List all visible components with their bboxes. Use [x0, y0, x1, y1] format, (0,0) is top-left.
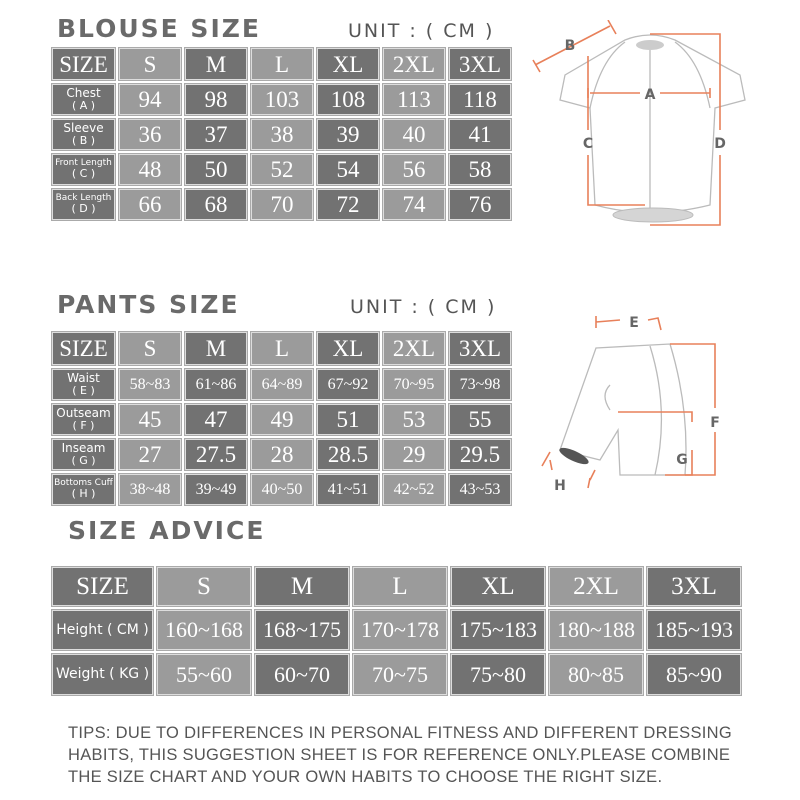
label-f: F [710, 415, 720, 431]
value-cell: 175~183 [451, 610, 545, 650]
size-header: SIZE [52, 567, 153, 606]
size-header-2xl: 2XL [383, 48, 445, 80]
size-header-3xl: 3XL [449, 48, 511, 80]
value-cell: 80~85 [549, 654, 643, 695]
row-label-text: Inseam [61, 441, 106, 456]
value-cell: 61~86 [185, 369, 247, 400]
row-label-key: ( G ) [71, 454, 96, 468]
value-cell: 28.5 [317, 439, 379, 470]
value-cell: 180~188 [549, 610, 643, 650]
value-cell: 41 [449, 119, 511, 150]
size-header-s: S [157, 567, 251, 606]
value-cell: 40~50 [251, 474, 313, 505]
size-header-3xl: 3XL [449, 332, 511, 365]
value-cell: 60~70 [255, 654, 349, 695]
value-cell: 40 [383, 119, 445, 150]
row-label [52, 654, 153, 695]
value-cell: 160~168 [157, 610, 251, 650]
value-cell: 108 [317, 84, 379, 115]
value-cell: 74 [383, 189, 445, 220]
row-label-key: ( A ) [71, 99, 96, 113]
value-cell: 39~49 [185, 474, 247, 505]
value-cell: 118 [449, 84, 511, 115]
row-label-key: ( D ) [71, 202, 96, 216]
row-label [52, 369, 115, 400]
row-label [52, 189, 115, 220]
value-cell: 42~52 [383, 474, 445, 505]
value-cell: 39 [317, 119, 379, 150]
row-label-key: ( F ) [72, 419, 95, 433]
size-header-xl: XL [317, 48, 379, 80]
tips-text: TIPS: DUE TO DIFFERENCES IN PERSONAL FITNESS AND DIFFERENT DRESSING HABITS, THIS SUGGESTION SHEET IS FOR REFERENCE ONLY.PLEASE COMBINE THE SIZE CHART AND YOUR OWN HABITS TO CHOOSE THE RIGHT SIZE. [68, 724, 733, 786]
row-label-text: Chest [66, 86, 101, 101]
value-cell: 49 [251, 404, 313, 435]
size-header: SIZE [52, 48, 115, 80]
value-cell: 85~90 [647, 654, 741, 695]
value-cell: 64~89 [251, 369, 313, 400]
label-c: C [582, 136, 594, 152]
value-cell: 75~80 [451, 654, 545, 695]
value-cell: 103 [251, 84, 313, 115]
value-cell: 73~98 [449, 369, 511, 400]
pants-title: PANTS SIZE [57, 290, 240, 319]
value-cell: 70~95 [383, 369, 445, 400]
label-b: B [564, 38, 576, 54]
value-cell: 70 [251, 189, 313, 220]
row-label-text: Height ( CM ) [56, 621, 149, 638]
value-cell: 185~193 [647, 610, 741, 650]
row-label [52, 439, 115, 470]
value-cell: 53 [383, 404, 445, 435]
row-label [52, 474, 115, 505]
label-h: H [554, 478, 566, 494]
row-label-text: Sleeve [63, 121, 104, 136]
value-cell: 51 [317, 404, 379, 435]
advice-title: SIZE ADVICE [68, 516, 266, 545]
value-cell: 27 [119, 439, 181, 470]
value-cell: 58 [449, 154, 511, 185]
value-cell: 29 [383, 439, 445, 470]
value-cell: 43~53 [449, 474, 511, 505]
value-cell: 47 [185, 404, 247, 435]
label-e: E [629, 315, 639, 331]
row-label-key: ( B ) [71, 134, 96, 148]
value-cell: 38 [251, 119, 313, 150]
blouse-unit: UNIT : ( CM ) [348, 20, 495, 42]
size-header-m: M [255, 567, 349, 606]
value-cell: 36 [119, 119, 181, 150]
value-cell: 28 [251, 439, 313, 470]
value-cell: 48 [119, 154, 181, 185]
row-label [52, 154, 115, 185]
value-cell: 168~175 [255, 610, 349, 650]
size-header-3xl: 3XL [647, 567, 741, 606]
pants-unit: UNIT : ( CM ) [350, 296, 497, 318]
size-header-s: S [119, 48, 181, 80]
value-cell: 66 [119, 189, 181, 220]
size-header-m: M [185, 48, 247, 80]
value-cell: 113 [383, 84, 445, 115]
row-label [52, 610, 153, 650]
size-header-l: L [251, 332, 313, 365]
value-cell: 94 [119, 84, 181, 115]
row-label-text: Weight ( KG ) [55, 666, 150, 683]
size-header-s: S [119, 332, 181, 365]
size-header-l: L [353, 567, 447, 606]
size-header-xl: XL [451, 567, 545, 606]
row-label-key: ( H ) [71, 487, 96, 501]
value-cell: 58~83 [119, 369, 181, 400]
row-label-key: ( E ) [72, 384, 95, 398]
value-cell: 98 [185, 84, 247, 115]
value-cell: 72 [317, 189, 379, 220]
row-label-text: Back Length [55, 193, 112, 203]
pants-diagram [530, 300, 730, 500]
size-header-xl: XL [317, 332, 379, 365]
size-advice-table [52, 567, 741, 695]
row-label-text: Waist [67, 371, 100, 386]
value-cell: 37 [185, 119, 247, 150]
value-cell: 67~92 [317, 369, 379, 400]
row-label-text: Bottoms Cuff [54, 478, 113, 488]
row-label-key: ( C ) [71, 167, 96, 181]
value-cell: 55 [449, 404, 511, 435]
pants-size-table [52, 332, 511, 505]
value-cell: 55~60 [157, 654, 251, 695]
value-cell: 76 [449, 189, 511, 220]
row-label [52, 404, 115, 435]
size-header: SIZE [52, 332, 115, 365]
size-header-2xl: 2XL [549, 567, 643, 606]
value-cell: 56 [383, 154, 445, 185]
label-g: G [676, 452, 688, 468]
size-header-2xl: 2XL [383, 332, 445, 365]
value-cell: 41~51 [317, 474, 379, 505]
jersey-diagram [530, 20, 770, 240]
value-cell: 29.5 [449, 439, 511, 470]
size-header-m: M [185, 332, 247, 365]
value-cell: 70~75 [353, 654, 447, 695]
row-label [52, 84, 115, 115]
row-label-text: Front Length [55, 158, 112, 168]
blouse-title: BLOUSE SIZE [57, 14, 261, 43]
value-cell: 45 [119, 404, 181, 435]
label-a: A [644, 87, 656, 103]
row-label [52, 119, 115, 150]
value-cell: 54 [317, 154, 379, 185]
value-cell: 170~178 [353, 610, 447, 650]
value-cell: 27.5 [185, 439, 247, 470]
value-cell: 50 [185, 154, 247, 185]
label-d: D [714, 136, 726, 152]
size-header-l: L [251, 48, 313, 80]
value-cell: 52 [251, 154, 313, 185]
value-cell: 38~48 [119, 474, 181, 505]
blouse-size-table [52, 48, 511, 220]
row-label-text: Outseam [56, 406, 111, 421]
value-cell: 68 [185, 189, 247, 220]
